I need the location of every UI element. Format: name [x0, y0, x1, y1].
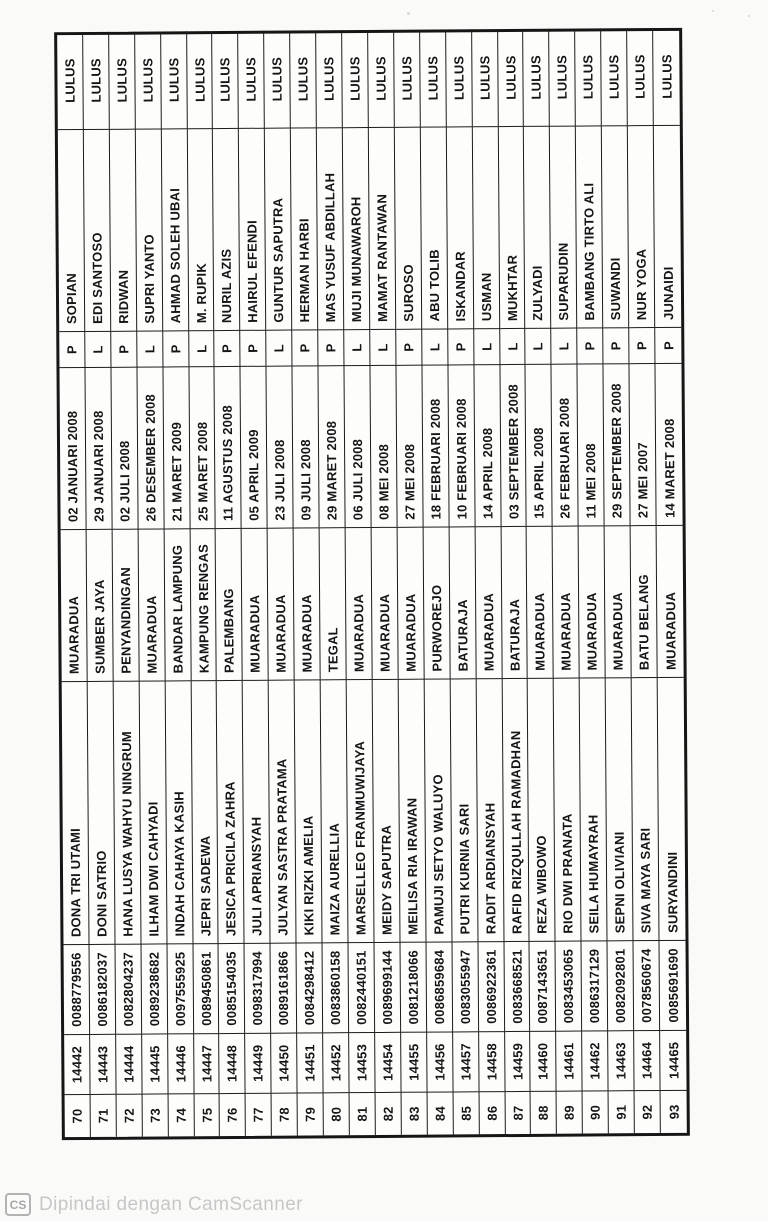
cell-father-name: GUNTUR SAPUTRA: [265, 128, 292, 330]
cell-id: 14446: [168, 1033, 194, 1093]
cell-no: 83: [401, 1092, 427, 1135]
cell-name: RAFID RIZQULLAH RAMADHAN: [502, 678, 530, 941]
cell-name: SIVA MAYA SARI: [632, 677, 660, 940]
cell-nisn: 0082804237: [115, 944, 142, 1034]
cell-name: DONA TRI UTAMI: [62, 681, 90, 944]
cell-name: MARSELLEO FRANMUWIJAYA: [347, 679, 375, 942]
cell-gender: L: [85, 331, 111, 367]
cell-birth-date: 02 JANUARI 2008: [59, 367, 86, 529]
cell-father-name: ISKANDAR: [447, 126, 474, 328]
scan-speckle: [748, 15, 750, 17]
cell-birth-place: BANDAR LAMPUNG: [164, 528, 191, 680]
cell-father-name: MAS YUSUF ABDILLAH: [317, 127, 344, 329]
cell-birth-place: PURWOREJO: [423, 526, 450, 678]
cell-birth-place: MUARADUA: [294, 527, 321, 679]
cell-status: LULUS: [420, 29, 447, 126]
cell-no: 79: [298, 1092, 324, 1135]
cell-status: LULUS: [109, 32, 136, 129]
cell-gender: P: [603, 327, 629, 363]
cell-birth-place: BATURAJA: [501, 526, 528, 678]
cell-nisn: 0097555925: [167, 943, 194, 1033]
cell-nisn: 0083668521: [504, 941, 531, 1031]
cell-birth-date: 11 AGUSTUS 2008: [215, 366, 242, 528]
camscanner-watermark: [5, 1193, 303, 1216]
cell-status: LULUS: [550, 29, 577, 126]
cell-no: 73: [142, 1093, 168, 1136]
cell-name: PAMUJI SETYO WALUYO: [424, 678, 452, 941]
cell-nisn: 0078560674: [634, 940, 661, 1030]
cell-father-name: NUR YOGA: [628, 125, 655, 327]
cell-birth-date: 18 FEBRUARI 2008: [422, 364, 449, 526]
cell-father-name: BAMBANG TIRTO ALI: [576, 125, 603, 327]
cell-status: LULUS: [446, 29, 473, 126]
cell-birth-place: SUMBER JAYA: [87, 529, 114, 681]
cell-status: LULUS: [239, 31, 266, 128]
cell-birth-place: MUARADUA: [398, 527, 425, 679]
cell-no: 78: [272, 1093, 298, 1136]
cell-gender: P: [292, 329, 318, 365]
cell-father-name: NURIL AZIS: [213, 128, 240, 330]
cell-nisn: 0089161866: [271, 943, 298, 1033]
cell-birth-date: 05 APRIL 2009: [241, 366, 268, 528]
cell-birth-place: MUARADUA: [605, 525, 632, 677]
cell-birth-place: MUARADUA: [242, 528, 269, 680]
cell-father-name: JUNAIDI: [654, 125, 681, 327]
cell-no: 90: [583, 1090, 609, 1133]
cell-name: MEIDY SAPUTRA: [373, 679, 401, 942]
cell-gender: P: [111, 331, 137, 367]
cell-father-name: MUJI MUNAWAROH: [343, 127, 370, 329]
cell-no: 82: [376, 1092, 402, 1135]
cell-father-name: RIDWAN: [110, 129, 137, 331]
cell-status: LULUS: [575, 28, 602, 125]
cell-id: 14454: [375, 1032, 401, 1092]
cell-gender: L: [344, 329, 370, 365]
cell-status: LULUS: [601, 28, 628, 125]
cell-birth-place: KAMPUNG RENGAS: [190, 528, 217, 680]
cell-gender: L: [552, 328, 578, 364]
cell-birth-place: BATU BELANG: [631, 525, 658, 677]
cell-no: 74: [168, 1093, 194, 1136]
cell-name: ILHAM DWI CAHYADI: [139, 680, 167, 943]
cell-name: JULYAN SASTRA PRATAMA: [269, 680, 297, 943]
cell-id: 14458: [479, 1031, 505, 1091]
cell-gender: L: [370, 329, 396, 365]
cell-birth-date: 14 MARET 2008: [656, 363, 683, 525]
cell-gender: P: [448, 328, 474, 364]
cell-father-name: EDI SANTOSO: [84, 129, 111, 331]
cell-id: 14453: [349, 1032, 375, 1092]
cell-gender: L: [474, 328, 500, 364]
cell-gender: L: [267, 330, 293, 366]
cell-birth-place: BATURAJA: [449, 526, 476, 678]
camscanner-icon: CS: [5, 1193, 31, 1216]
cell-birth-place: PENYANDINGAN: [112, 529, 139, 681]
cell-nisn: 0082440151: [349, 942, 376, 1032]
cell-nisn: 0085154035: [219, 943, 246, 1033]
cell-birth-place: MUARADUA: [657, 525, 684, 677]
cell-no: 87: [505, 1091, 531, 1134]
rotated-table-wrap: [58, 30, 686, 1138]
cell-name: SEPNI OLIVIANI: [606, 677, 634, 940]
cell-id: 14451: [297, 1032, 323, 1092]
cell-birth-place: MUARADUA: [579, 525, 606, 677]
cell-father-name: SUPARUDIN: [550, 126, 577, 328]
cell-status: LULUS: [524, 29, 551, 126]
cell-name: JULI APRIANSYAH: [243, 680, 271, 943]
cell-birth-date: 25 MARET 2008: [189, 366, 216, 528]
cell-gender: P: [241, 330, 267, 366]
cell-id: 14464: [634, 1030, 660, 1090]
cell-no: 71: [90, 1094, 116, 1137]
cell-no: 81: [350, 1092, 376, 1135]
cell-status: LULUS: [161, 31, 188, 128]
cell-birth-date: 29 SEPTEMBER 2008: [604, 363, 631, 525]
cell-id: 14462: [582, 1030, 608, 1090]
cell-name: MEILISA RIA IRAWAN: [399, 679, 427, 942]
cell-status: LULUS: [316, 30, 343, 127]
cell-id: 14450: [271, 1033, 297, 1093]
cell-status: LULUS: [498, 29, 525, 126]
watermark-text: Dipindai dengan CamScanner: [39, 1193, 303, 1215]
cell-id: 14449: [246, 1033, 272, 1093]
cell-status: LULUS: [57, 32, 84, 129]
cell-status: LULUS: [213, 31, 240, 128]
cell-id: 14448: [220, 1033, 246, 1093]
cell-birth-date: 11 MEI 2008: [578, 363, 605, 525]
cell-name: RADIT ARDIANSYAH: [476, 678, 504, 941]
cell-gender: L: [422, 328, 448, 364]
cell-father-name: USMAN: [472, 126, 499, 328]
cell-birth-date: 15 APRIL 2008: [526, 364, 553, 526]
cell-father-name: SUROSO: [395, 127, 422, 329]
cell-birth-date: 10 FEBRUARI 2008: [448, 364, 475, 526]
cell-birth-date: 14 APRIL 2008: [474, 364, 501, 526]
cell-birth-date: 09 JULI 2008: [293, 365, 320, 527]
cell-name: INDAH CAHAYA KASIH: [165, 680, 193, 943]
cell-birth-place: MUARADUA: [138, 528, 165, 680]
cell-name: RIO DWI PRANATA: [554, 678, 582, 941]
cell-birth-date: 21 MARET 2009: [163, 366, 190, 528]
cell-birth-date: 03 SEPTEMBER 2008: [500, 364, 527, 526]
cell-nisn: 0086317129: [582, 940, 609, 1030]
cell-birth-place: MUARADUA: [372, 527, 399, 679]
cell-id: 14459: [505, 1031, 531, 1091]
cell-father-name: SOPIAN: [58, 129, 85, 331]
cell-status: LULUS: [290, 30, 317, 127]
cell-birth-place: TEGAL: [320, 527, 347, 679]
cell-birth-place: MUARADUA: [346, 527, 373, 679]
cell-no: 93: [661, 1090, 687, 1133]
cell-id: 14452: [323, 1032, 349, 1092]
cell-birth-place: MUARADUA: [527, 526, 554, 678]
cell-birth-date: 29 JANUARI 2008: [85, 367, 112, 529]
cell-no: 89: [557, 1091, 583, 1134]
cell-father-name: MUKHTAR: [498, 126, 525, 328]
cell-father-name: MAMAT RANTAWAN: [369, 127, 396, 329]
cell-nisn: 0082092801: [608, 940, 635, 1030]
cell-gender: L: [137, 330, 163, 366]
cell-name: DONI SATRIO: [88, 681, 116, 944]
cell-nisn: 0083453065: [556, 941, 583, 1031]
scan-speckle: [712, 10, 714, 12]
cell-id: 14445: [142, 1033, 168, 1093]
cell-nisn: 0087143651: [530, 941, 557, 1031]
cell-nisn: 0088779556: [64, 944, 91, 1034]
cell-status: LULUS: [627, 28, 654, 125]
scan-speckle: [407, 12, 410, 15]
cell-gender: P: [578, 327, 604, 363]
cell-status: LULUS: [368, 30, 395, 127]
cell-birth-date: 27 MEI 2007: [630, 363, 657, 525]
cell-birth-place: PALEMBANG: [216, 528, 243, 680]
cell-no: 88: [531, 1091, 557, 1134]
cell-gender: P: [163, 330, 189, 366]
cell-status: LULUS: [187, 31, 214, 128]
cell-id: 14447: [194, 1033, 220, 1093]
cell-id: 14442: [64, 1034, 90, 1094]
cell-father-name: ZULYADI: [524, 126, 551, 328]
cell-father-name: ABU TOLIB: [421, 126, 448, 328]
cell-name: JESICA PRICILA ZAHRA: [217, 680, 245, 943]
cell-nisn: 0098317994: [245, 943, 272, 1033]
cell-no: 80: [324, 1092, 350, 1135]
cell-id: 14465: [660, 1030, 686, 1090]
cell-id: 14456: [427, 1031, 453, 1091]
cell-gender: P: [59, 331, 85, 367]
cell-no: 70: [65, 1094, 91, 1137]
cell-no: 75: [194, 1093, 220, 1136]
cell-nisn: 0089450861: [193, 943, 220, 1033]
cell-no: 91: [609, 1090, 635, 1133]
cell-id: 14463: [608, 1030, 634, 1090]
cell-birth-date: 26 FEBRUARI 2008: [552, 364, 579, 526]
cell-no: 77: [246, 1093, 272, 1136]
cell-status: LULUS: [658, 54, 675, 99]
cell-gender: L: [189, 330, 215, 366]
cell-id: 14457: [453, 1031, 479, 1091]
cell-birth-date: 08 MEI 2008: [370, 365, 397, 527]
cell-father-name: AHMAD SOLEH UBAI: [161, 128, 188, 330]
cell-no: 76: [220, 1093, 246, 1136]
cell-status: LULUS: [264, 31, 291, 128]
cell-nisn: 0089699144: [374, 942, 401, 1032]
cell-birth-date: 23 JULI 2008: [267, 366, 294, 528]
cell-birth-date: 29 MARET 2008: [319, 365, 346, 527]
cell-father-name: M. RUPIK: [187, 128, 214, 330]
cell-nisn: 0085691690: [660, 940, 687, 1030]
cell-no: 72: [116, 1094, 142, 1137]
cell-gender: L: [526, 328, 552, 364]
cell-father-name: SUPRI YANTO: [136, 128, 163, 330]
cell-id: 14444: [116, 1034, 142, 1094]
cell-name: KIKI RIZKI AMELIA: [295, 679, 323, 942]
cell-birth-date: 27 MEI 2008: [396, 365, 423, 527]
student-results-table: [54, 28, 690, 1140]
cell-name: SURYANDINI: [658, 677, 686, 940]
cell-nisn: 0083860158: [323, 942, 350, 1032]
cell-id: 14455: [401, 1032, 427, 1092]
cell-id: 14443: [90, 1034, 116, 1094]
cell-id: 14461: [557, 1031, 583, 1091]
cell-name: MAIZA AURELLIA: [321, 679, 349, 942]
cell-gender: L: [500, 328, 526, 364]
cell-nisn: 0089238682: [141, 943, 168, 1033]
cell-name: REZA WIBOWO: [528, 678, 556, 941]
cell-birth-date: 06 JULI 2008: [345, 365, 372, 527]
cell-nisn: 0086182037: [89, 944, 116, 1034]
cell-name: JEPRI SADEWA: [191, 680, 219, 943]
cell-name: HANA LUSYA WAHYU NINGRUM: [113, 681, 141, 944]
cell-name: SEILA HUMAYRAH: [580, 677, 608, 940]
cell-birth-place: MUARADUA: [475, 526, 502, 678]
cell-gender: P: [215, 330, 241, 366]
cell-birth-date: 02 JULI 2008: [111, 367, 138, 529]
cell-gender: P: [396, 329, 422, 365]
cell-father-name: HAIRUL EFENDI: [239, 128, 266, 330]
cell-nisn: 0086922361: [478, 941, 505, 1031]
cell-birth-date: 26 DESEMBER 2008: [137, 366, 164, 528]
cell-status: LULUS: [83, 32, 110, 129]
cell-no: 86: [479, 1091, 505, 1134]
cell-id: 14460: [531, 1031, 557, 1091]
cell-nisn: 0083055947: [452, 941, 479, 1031]
cell-father-name: HERMAN HARBI: [291, 127, 318, 329]
cell-gender: P: [655, 327, 681, 363]
cell-name: PUTRI KURNIA SARI: [450, 678, 478, 941]
cell-gender: P: [629, 327, 655, 363]
cell-nisn: 0081218066: [400, 942, 427, 1032]
cell-birth-place: MUARADUA: [61, 529, 88, 681]
cell-status: LULUS: [342, 30, 369, 127]
cell-status: LULUS: [135, 31, 162, 128]
cell-father-name: SUWANDI: [602, 125, 629, 327]
cell-nisn: 0086859684: [426, 941, 453, 1031]
cell-birth-place: MUARADUA: [553, 526, 580, 678]
cell-status: LULUS: [472, 29, 499, 126]
cell-nisn: 0084298412: [297, 942, 324, 1032]
cell-no: 84: [427, 1091, 453, 1134]
cell-status: LULUS: [394, 30, 421, 127]
cell-no: 85: [453, 1091, 479, 1134]
cell-birth-place: MUARADUA: [268, 528, 295, 680]
cell-gender: P: [318, 329, 344, 365]
cell-no: 92: [635, 1090, 661, 1133]
